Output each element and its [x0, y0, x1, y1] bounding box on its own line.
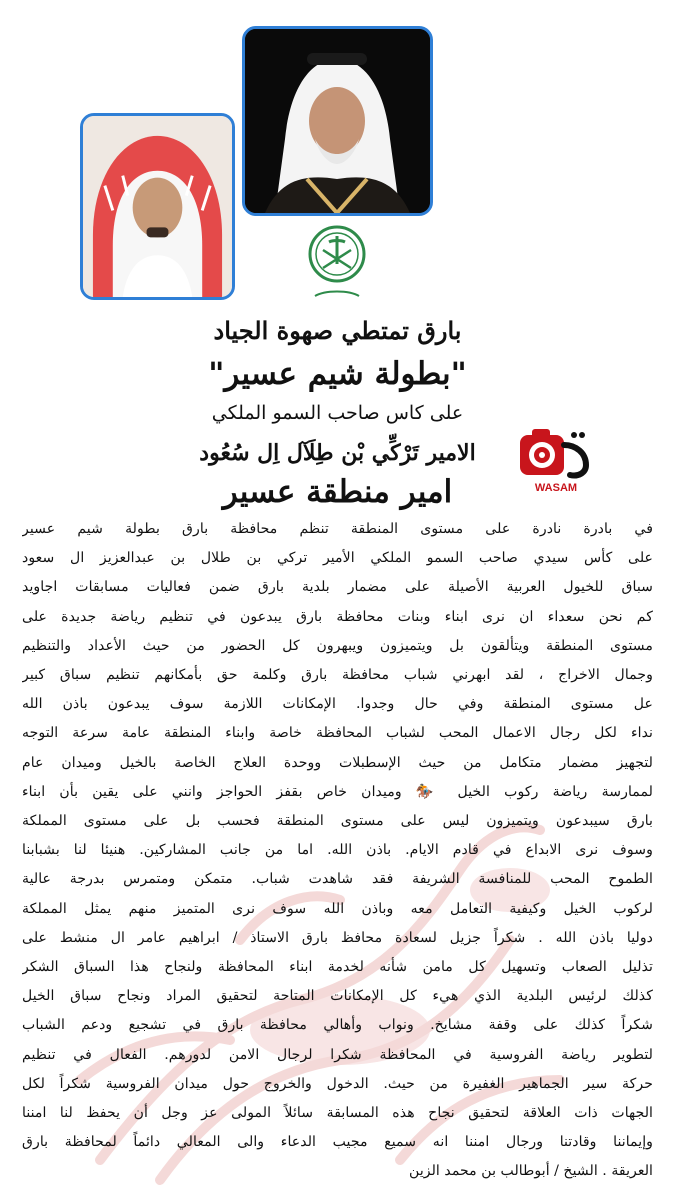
article-line: تذليل الصعاب وتسهيل كل مامن شأنه لخدمة ابناء المحافظة ولنجاح هذا السباق الشكر	[22, 959, 653, 976]
portrait-photo-right	[242, 26, 433, 216]
article-line: وإيماننا وقادتنا ورجال امننا انه سميع مجيب الدعاء والى المعالي دائماً لمحافظة بارق	[22, 1134, 653, 1151]
article-line: حركة سير الجماهير الغفيرة من حيث. الدخول والخروج حول ميدان الفروسية شكراً لكل	[22, 1075, 653, 1092]
article-body	[22, 515, 653, 1187]
article-line: كذلك لرئيس البلدية الذي هيء كل الإمكانات المتاحة لتحقيق المراد ونجاح سباق الخيل	[22, 988, 653, 1005]
municipality-emblem-logo	[305, 224, 369, 310]
article-line: لممارسة رياضة ركوب الخيل 🏇 وميدان خاص بقفز الحواجز وانني على يقين بأن ابناء	[22, 783, 653, 800]
article-line: شكراً كذلك على وقفة مشايخ. ونواب وأهالي محافظة بارق في تشجيع ودعم الشباب	[22, 1017, 653, 1034]
article-line: بارق سيبدعون ويتميزون ليس على مستوى المنطقة فحسب بل على مستوى المملكة	[22, 813, 653, 830]
article-signature-line: العريقة . الشيخ / أبوطالب بن محمد الزين	[409, 1163, 653, 1180]
article-line: لتجهيز مضمار متكامل من حيث الإسطبلات ووحدة العلاج الخاصة بالخيل وميدان عام	[22, 754, 653, 771]
article-line: لتطوير رياضة الفروسية في المحافظة شكرا لرجال الامن لدورهم. الفعال في تنظيم	[22, 1046, 653, 1063]
article-line: وسوف نرى الابداع في قادم الايام. باذن الله. اما من جانب المشاركين. هنيئا لنا بشبابنا	[22, 842, 653, 859]
article-line: مستوى المنطقة ويتألقون بل ويتميزون ويبهرون كل الحضور من حيث الأعداد والتنظيم	[22, 637, 653, 654]
wasam-brand-text: WASAM	[534, 482, 578, 494]
article-line: كم نحن سعداء ان نرى ابناء وبنات محافظة بارق يبدعون في تنظيم رياضة جديدة على	[22, 608, 653, 625]
article-line: نداء لكل رجال الاعمال المحب لشباب المحافظة خاصة وابناء المنطقة عامة سرعة التوجه	[22, 725, 653, 742]
article-line: وجمال الاخراج ، لقد ابهرني شباب محافظة بارق وكلمة حق بأمكانهم تنظيم سباق كبير	[22, 667, 653, 684]
headline-line-4: الامير تَرْكِّي بْن طِلَآل اِل سُعُود	[199, 440, 476, 466]
portrait-photo-left	[80, 113, 235, 300]
article-line: عل مستوى المنطقة وفي حال وجدوا. الإمكانات اللازمة سوف يبدعون باذن الله	[22, 696, 653, 713]
headline-line-1: بارق تمتطي صهوة الجياد	[213, 316, 462, 345]
article-line: الجهات ذات العلاقة لتحقيق نجاح هذه المسابقة سائلاً المولى عز وجل أن يحفظ لنا امننا	[22, 1105, 653, 1122]
headline-line-2: "بطولة شيم عسير"	[208, 356, 467, 392]
article-line: سباق للخيول العربية الأصيلة على مضمار بلدية بارق ضمن فعاليات مسابقات اجاويد	[22, 579, 653, 596]
article-line: الطموح المحب للمنافسة الشريفة فقد شاهدت شباب. متمكن ومتمرس بدرجة عالية	[22, 871, 653, 888]
wasam-brand-logo	[516, 425, 594, 495]
article-line: دوليا باذن الله . شكراً جزيل لسعادة محافظ بارق الاستاذ / ابراهيم عامر ال منشط على	[22, 929, 653, 946]
article-line: لركوب الخيل وكيفية التعامل معه وباذن الله سوف نرى المتميز منهم يمثل المملكة	[22, 900, 653, 917]
article-line: على كأس سيدي صاحب السمو الملكي الأمير تركي بن طلال بن عبدالعزيز ال سعود	[22, 550, 653, 567]
article-line: في بادرة نادرة على مستوى المنطقة تنظم محافظة بارق بطولة شيم عسير	[22, 521, 653, 537]
headline-line-3: على كاس صاحب السمو الملكي	[211, 402, 464, 424]
headline-line-5: امير منطقة عسير	[222, 474, 453, 510]
